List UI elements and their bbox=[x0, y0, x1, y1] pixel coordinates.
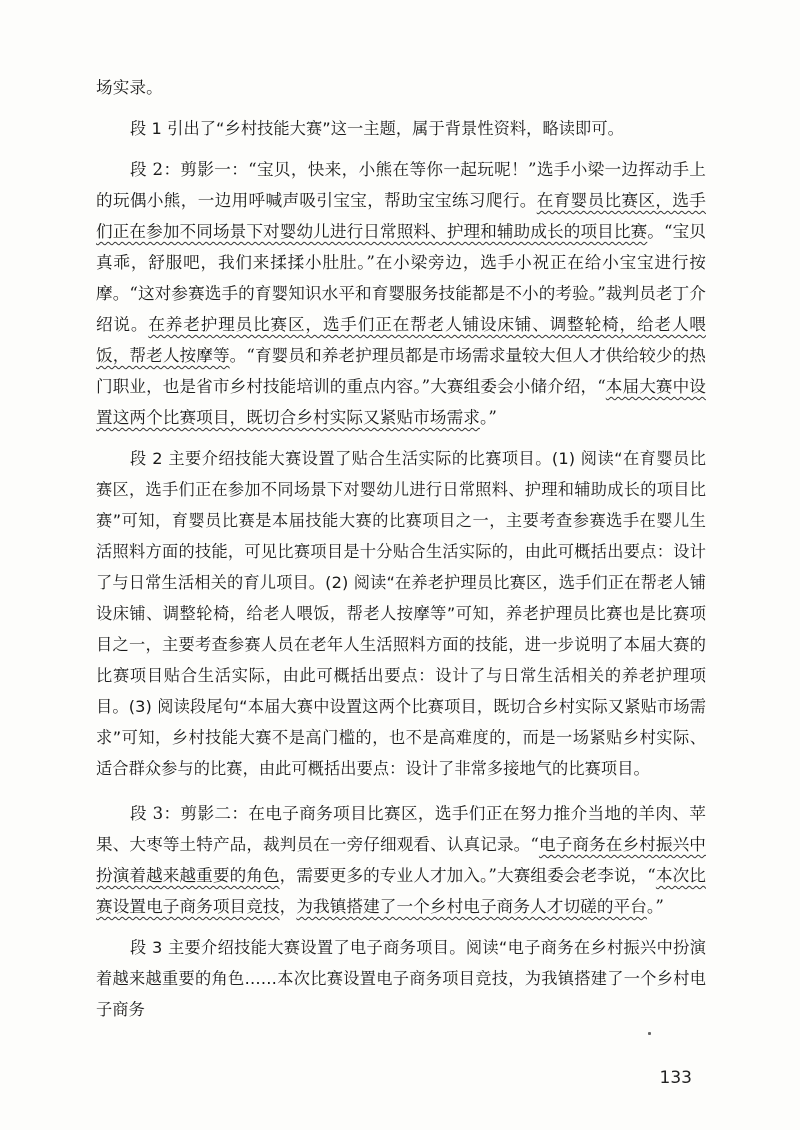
para2-text-part1: 段 2：剪影一：“宝贝，快来，小熊在等你一起玩呢！”选手小梁一边挥动手上的玩偶小熊，一边用呼喊声吸引宝宝，帮助宝宝练习爬行。 bbox=[96, 160, 706, 210]
para2-underline-2: 在养老护理员比赛区，选手们正在帮老人铺设床铺、调整轮椅，给老人喂饭，帮老人按摩等 bbox=[96, 315, 706, 365]
para3-text-part2: ，需要更多的专业人才加入。”大赛组委会老李说，“ bbox=[279, 866, 656, 885]
para2-text-part4: 。” bbox=[479, 408, 497, 427]
para3-text bbox=[96, 798, 706, 922]
para2-underline-3: 本届大赛中设置这两个比赛项目，既切合乡村实际又紧贴市场需求 bbox=[96, 377, 706, 427]
para3-underline-3: 为我镇搭建了一个乡村电子商务人才切磋的平台 bbox=[296, 897, 647, 916]
page-content bbox=[96, 72, 706, 1025]
para1-analysis: 段 1 引出了“乡村技能大赛”这一主题，属于背景性资料，略读即可。 bbox=[130, 119, 624, 138]
para3-analysis: 段 3 主要介绍技能大赛设置了电子商务项目。阅读“电子商务在乡村振兴中扮演着越来越重要的角色……本次比赛设置电子商务项目竞技，为我镇搭建了一个乡村电子商务 bbox=[96, 938, 706, 1019]
para2-underline-1: 在育婴员比赛区，选手们正在参加不同场景下对婴幼儿进行日常照料、护理和辅助成长的项目比赛 bbox=[96, 191, 706, 241]
page-number: 133 bbox=[659, 1068, 692, 1088]
para3-underline-2: 本次比赛设置电子商务项目竞技 bbox=[96, 866, 706, 916]
para3-text-part3: ， bbox=[279, 897, 297, 916]
para3-underline-1: 电子商务在乡村振兴中扮演着越来越重要的角色 bbox=[96, 835, 706, 885]
intro-fragment: 场实录。 bbox=[96, 78, 163, 97]
para2-analysis: 段 2 主要介绍技能大赛设置了贴合生活实际的比赛项目。(1) 阅读“在育婴员比赛区，选手们正在参加不同场景下对婴幼儿进行日常照料、护理和辅助成长的项目比赛”可知，育婴员比赛是本届技能大赛的比赛项目之一，主要考查参赛选手在婴儿生活照料方面的技能，可见比赛项目是十分贴合生活实际的，由此可概括出要点：设计了与日常生活相关的育儿项目。(2) 阅读“在养老护理员比赛区，选手们正在帮老人铺设床铺、调整轮椅，给老人喂饭，帮老人按摩等”可知，养老护理员比赛也是比赛项目之一，主要考查参赛人员在老年人生活照料方面的技能，进一步说明了本届大赛的比赛项目贴合生活实际，由此可概括出要点：设计了与日常生活相关的养老护理项目。(3) 阅读段尾句“本届大赛中设置这两个比赛项目，既切合乡村实际又紧贴市场需求”可知，乡村技能大赛不是高门槛的，也不是高难度的，而是一场紧贴乡村实际、适合群众参与的比赛，由此可概括出要点：设计了非常多接地气的比赛项目。 bbox=[96, 449, 706, 778]
scan-speck bbox=[648, 1032, 651, 1035]
para3-text-part4: 。” bbox=[646, 897, 664, 916]
para2-text-part3: 。“育婴员和养老护理员都是市场需求量较大但人才供给较少的热门职业，也是省市乡村技能培训的重点内容。”大赛组委会小储介绍，“ bbox=[96, 346, 706, 396]
para2-text-part2: 。“宝贝真乖，舒服吧，我们来揉揉小肚肚。”在小梁旁边，选手小祝正在给小宝宝进行按摩。“这对参赛选手的育婴知识水平和育婴服务技能都是不小的考验。”裁判员老丁介绍说。 bbox=[96, 222, 706, 334]
para2-text bbox=[96, 154, 706, 433]
para3-text-part1: 段 3：剪影二：在电子商务项目比赛区，选手们正在努力推介当地的羊肉、苹果、大枣等土特产品，裁判员在一旁仔细观看、认真记录。“ bbox=[96, 804, 706, 854]
